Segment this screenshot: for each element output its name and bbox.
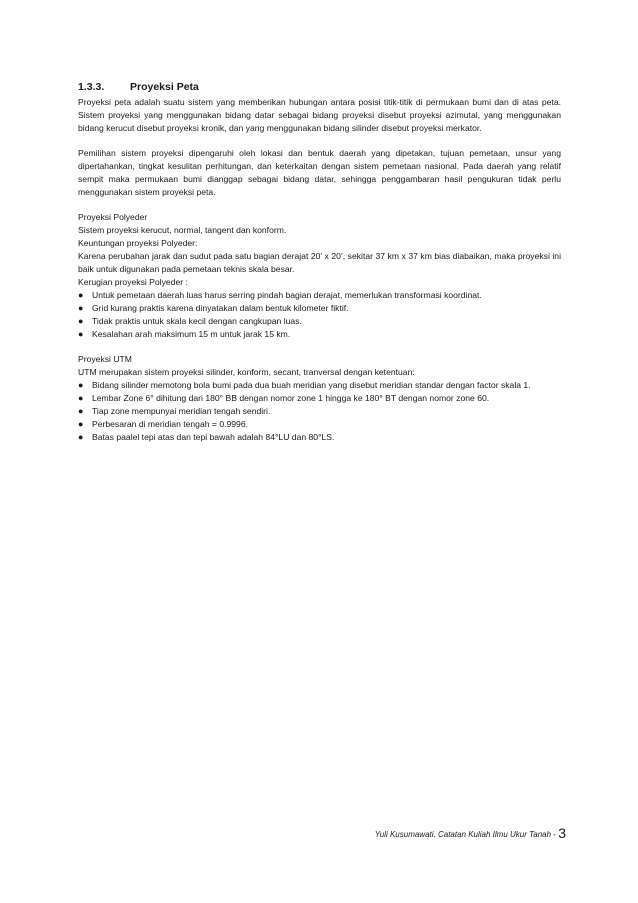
polyeder-advantage-text: Karena perubahan jarak dan sudut pada satu bagian derajat 20’ x 20’, sekitar 37 km x 37 km bias diabaikan, maka proyeksi ini baik untuk digunakan pada pemetaan teknis skala besar. [78, 251, 561, 274]
list-item: ● Untuk pemetaan daerah luas harus serring pindah bagian derajat, memerlukan transformasi koordinat. [78, 290, 482, 300]
section-heading [78, 80, 561, 94]
utm-description: UTM merupakan sistem proyeksi silinder, konform, secant, tranversal dengan ketentuan: [78, 367, 415, 377]
list-item: ● Kesalahan arah maksimum 15 m untuk jarak 15 km. [78, 329, 291, 339]
bullet-dot-icon: ● [78, 329, 84, 339]
utm-list [78, 379, 561, 444]
utm-title: Proyeksi UTM [78, 354, 132, 364]
bullet-dot-icon: ● [78, 303, 84, 313]
intro-paragraph-1: Proyeksi peta adalah suatu sistem yang memberikan hubungan antara posisi titik-titik di permukaan bumi dan di atas peta. Sistem proyeksi yang menggunakan bidang datar sebagai bidang proyeksi disebut proyeksi azimutal, yang menggunakan bidang kerucut disebut proyeksi kronik, dan yang menggunakan bidang silinder disebut proyeksi merkator. [78, 97, 561, 133]
list-item: ● Tiap zone mempunyai meridian tengah sendiri. [78, 406, 271, 416]
list-item: ● Lembar Zone 6° dihitung dari 180° BB dengan nomor zone 1 hingga ke 180° BT dengan nomor zone 60. [78, 393, 490, 403]
list-item: ● Tidak praktis untuk skala kecil dengan cangkupan luas. [78, 316, 302, 326]
polyeder-description: Sistem proyeksi kerucut, normal, tangent dan konform. [78, 225, 287, 235]
bullet-dot-icon: ● [78, 432, 84, 442]
bullet-dot-icon: ● [78, 290, 84, 300]
list-item: ● Batas paalel tepi atas dan tepi bawah adalah 84°LU dan 80°LS. [78, 432, 335, 442]
polyeder-disadvantage-title: Kerugian proyeksi Polyeder : [78, 277, 188, 287]
section-title: Proyeksi Peta [130, 81, 199, 93]
bullet-dot-icon: ● [78, 393, 84, 403]
section-number: 1.3.3. [78, 81, 105, 93]
document-page [78, 80, 561, 444]
bullet-dot-icon: ● [78, 380, 84, 390]
list-item: ● Bidang silinder memotong bola bumi pada dua buah meridian yang disebut meridian standar dengan factor skala 1. [78, 380, 531, 390]
footer-text: Yuli Kusumawati, Catatan Kuliah Ilmu Ukur Tanah - [374, 830, 556, 839]
polyeder-title: Proyeksi Polyeder [78, 212, 148, 222]
page-footer [375, 826, 566, 842]
list-item: ● Perbesaran di meridian tengah = 0.9996. [78, 419, 248, 429]
list-item: ● Grid kurang praktis karena dinyatakan dalam bentuk kilometer fiktif. [78, 303, 349, 313]
polyeder-advantage-title: Keuntungan proyeksi Polyeder: [78, 238, 198, 248]
bullet-dot-icon: ● [78, 406, 84, 416]
bullet-dot-icon: ● [78, 419, 84, 429]
page-number: 3 [558, 825, 566, 841]
intro-paragraph-2: Pemilihan sistem proyeksi dipengaruhi oleh lokasi dan bentuk daerah yang dipetakan, tujuan pemetaan, unsur yang dipertahankan, tingkat kesulitan perhitungan, dan keterkaitan dengan sistem pemetaan nasional. Pada daerah yang relatif sempit maka permukaan bumi dianggap sebagai bidang datar, sehingga penggambaran hasil pengukuran tidak perlu menggunakan sistem proyeksi peta. [78, 148, 561, 197]
bullet-dot-icon: ● [78, 316, 84, 326]
polyeder-disadvantage-list [78, 289, 561, 341]
